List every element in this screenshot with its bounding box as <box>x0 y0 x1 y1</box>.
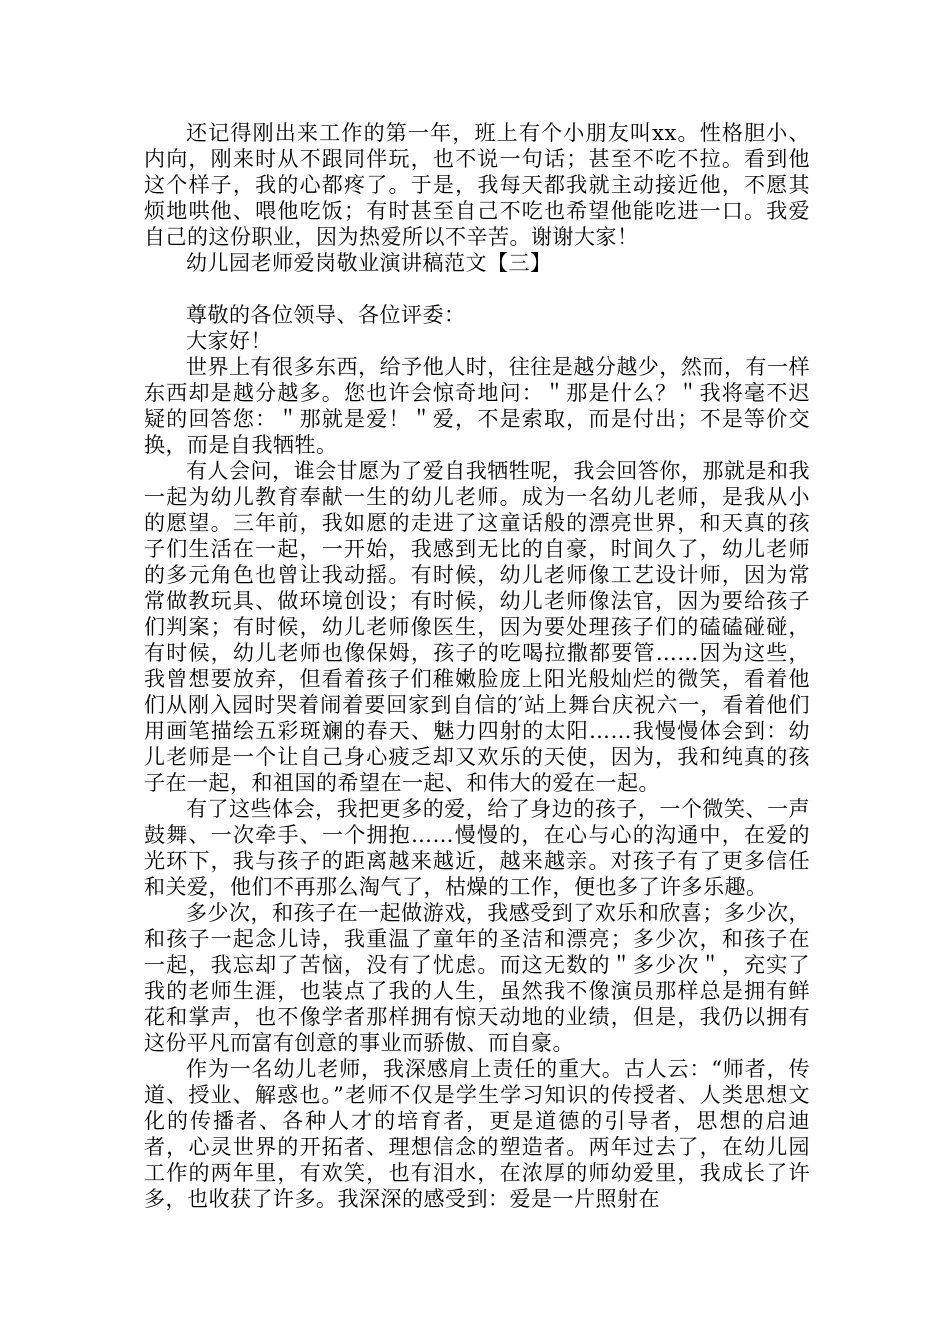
document-body <box>144 120 810 1212</box>
paragraph-more-love: 有了这些体会，我把更多的爱，给了身边的孩子，一个微笑、一声鼓舞、一次牵手、一个拥抱……慢慢的，在心与心的沟通中，在爱的光环下，我与孩子的距离越来越近，越来越亲。对孩子有了更多信任和关爱，他们不再那么淘气了，枯燥的工作，便也多了许多乐趣。 <box>144 797 810 899</box>
salutation-leaders: 尊敬的各位领导、各位评委： <box>186 303 466 327</box>
paragraph-love: 世界上有很多东西，给予他人时，往往是越分越少，然而，有一样东西却是越分越多。您也许会惊奇地问：＂那是什么？＂我将毫不迟疑的回答您：＂那就是爱！＂爱，不是索取，而是付出；不是等价交换，而是自我牺牲。 <box>144 355 810 457</box>
paragraph-how-many-times: 多少次，和孩子在一起做游戏，我感受到了欢乐和欣喜；多少次，和孩子一起念儿诗，我重温了童年的圣洁和漂亮；多少次，和孩子在一起，我忘却了苦恼，没有了忧虑。而这无数的＂多少次＂，充实了我的老师生涯，也装点了我的人生，虽然我不像演员那样总是拥有鲜花和掌声，也不像学者那样拥有惊天动地的业绩，但是，我仍以拥有这份平凡而富有创意的事业而骄傲、而自豪。 <box>144 901 810 1055</box>
greeting: 大家好！ <box>186 329 272 353</box>
paragraph-responsibility: 作为一名幼儿老师，我深感肩上责任的重大。古人云：“师者，传道、授业、解惑也。”老师不仅是学生学习知识的传授者、人类思想文化的传播者、各种人才的培育者，更是道德的引导者，思想的启迪者，心灵世界的开拓者、理想信念的塑造者。两年过去了，在幼儿园工作的两年里，有欢笑，也有泪水，在浓厚的师幼爱里，我成长了许多，也收获了许多。我深深的感受到：爱是一片照射在 <box>144 1057 810 1211</box>
paragraph-teacher-roles: 有人会问，谁会甘愿为了爱自我牺牲呢，我会回答你，那就是和我一起为幼儿教育奉献一生的幼儿老师。成为一名幼儿老师，是我从小的愿望。三年前，我如愿的走进了这童话般的漂亮世界，和天真的孩子们生活在一起，一开始，我感到无比的自豪，时间久了，幼儿老师的多元角色也曾让我动摇。有时候，幼儿老师像工艺设计师，因为常常做教玩具、做环境创设；有时候，幼儿老师像法官，因为要给孩子们判案；有时候，幼儿老师像医生，因为要处理孩子们的磕磕碰碰，有时候，幼儿老师也像保姆，孩子的吃喝拉撒都要管……因为这些，我曾想要放弃，但看着孩子们稚嫩脸庞上阳光般灿烂的微笑，看着他们从刚入园时哭着闹着要回家到自信的′站上舞台庆祝六一，看着他们用画笔描绘五彩斑斓的春天、魅力四射的太阳……我慢慢体会到：幼儿老师是一个让自己身心疲乏却又欢乐的天使，因为，我和纯真的孩子在一起，和祖国的希望在一起、和伟大的爱在一起。 <box>144 459 810 795</box>
section-heading: 幼儿园老师爱岗敬业演讲稿范文【三】 <box>186 251 552 275</box>
paragraph-recollection: 还记得刚出来工作的第一年，班上有个小朋友叫xx。性格胆小、内向，刚来时从不跟同伴玩，也不说一句话；甚至不吃不拉。看到他这个样子，我的心都疼了。于是，我每天都我就主动接近他，不愿其烦地哄他、喂他吃饭；有时甚至自己不吃也希望他能吃进一口。我爱自己的这份职业，因为热爱所以不辛苦。谢谢大家！ <box>144 121 810 249</box>
